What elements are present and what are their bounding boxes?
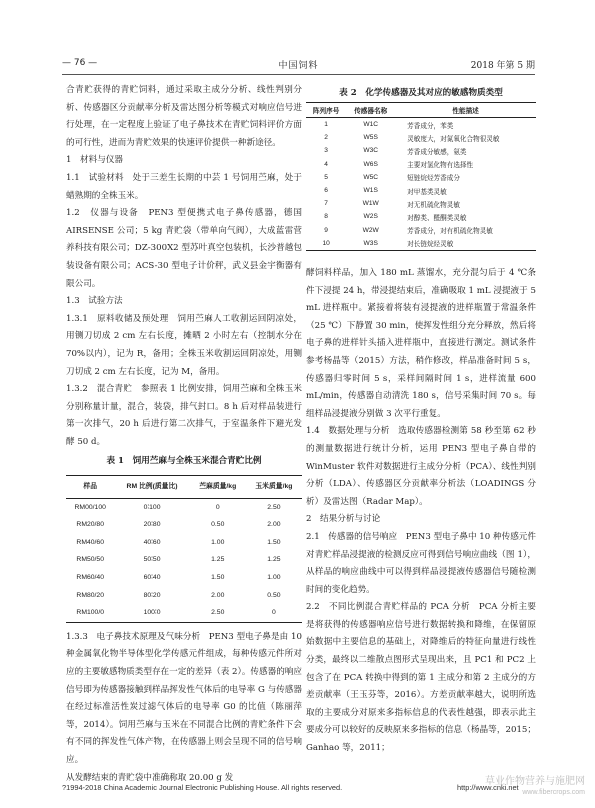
table-cell: RM00/100 (74, 503, 106, 511)
page-number: — 76 — (62, 58, 98, 68)
table-cell: 0.50 (267, 591, 281, 599)
table1-header: 样品 (66, 476, 114, 499)
table1-header: RM 比例(质量比) (114, 476, 189, 499)
watermark-title: 草业作物营养与施肥网 (485, 776, 585, 787)
table-row (306, 224, 536, 237)
table-cell: 9 (324, 226, 328, 234)
issue-label: 2018 年第 5 期 (470, 61, 535, 71)
table-cell: 1.25 (211, 556, 225, 564)
table-cell: 2.50 (267, 503, 281, 511)
table-cell: 芳香成分敏感，氨类 (407, 148, 467, 156)
paragraph-mixed-silage: 1.3.2 混合青贮 参照表 1 比例安排，饲用苎麻和全株玉米分别称量计量，混合，装袋，排气封口。8 h 后对样品装进行第一次排气，20 h 后进行第二次排气，于室温条件下避光发酵 50 d。 (66, 384, 302, 447)
paragraph-signal-response: 2.1 传感器的信号响应 PEN3 型电子鼻中 10 种传感元件对青贮样品浸提液的检测反应可得到信号响应曲线（图 1），从样品的响应曲线中可以得到样品浸提液传感器信号随检测时间的变化趋势。 (306, 531, 536, 595)
table-cell: 0 (215, 503, 220, 511)
table-cell: W1C (363, 121, 379, 129)
table-cell: 40∶60 (143, 538, 161, 546)
table-cell: 灵敏度大，对氮氧化合物很灵敏 (407, 135, 500, 143)
table-cell: 短链烷烃芳香成分 (407, 175, 460, 183)
table-row (306, 184, 536, 197)
table-cell: RM80/20 (76, 591, 104, 599)
journal-name: 中国饲料 (278, 61, 319, 71)
watermark-url: www.fibercrops.com (522, 789, 585, 796)
table-cell: 100∶0 (114, 604, 189, 622)
table-cell: RM100/0 (66, 604, 114, 622)
table-row (306, 158, 536, 171)
table-cell: 0∶100 (143, 503, 161, 511)
table-cell: 0.50 (211, 521, 225, 529)
page-header (62, 58, 535, 72)
left-column (66, 82, 302, 787)
table-cell: 7 (324, 200, 328, 208)
table-cell: W5C (363, 173, 379, 181)
paragraph-data-processing: 1.4 数据处理与分析 选取传感器检测第 58 秒至第 62 秒的测量数据进行统计分析，运用 PEN3 型电子鼻自带的 WinMuster 软件对数据进行主成分分析（PCA）、线性判别分析（LDA）、传感器区分贡献率分析法（LOADINGS 分析）及雷达图（Radar Map）。 (306, 426, 536, 507)
right-column (306, 265, 536, 758)
table-cell: W1W (362, 200, 379, 208)
table-cell: 8 (324, 213, 328, 221)
table-row (66, 498, 302, 516)
table2-header: 性能描述 (395, 103, 536, 118)
table-cell: 80∶20 (143, 591, 161, 599)
table-cell: W2W (362, 226, 379, 234)
table1 (66, 475, 302, 623)
table1-header: 玉米质量/kg (246, 476, 302, 499)
table-cell: 2.00 (211, 591, 225, 599)
paragraph-equipment: 1.2 仪器与设备 PEN3 型便携式电子鼻传感器，德国 AIRSENSE 公司；5 kg 青贮袋（带单向气阀），大成蓝雷营养科技有限公司；DZ-300X2 型苏叶真空包装机，长沙普越包装设备有限公司；ACS-30 型电子计价秤，武义县金宇衡器有限公司。 (66, 208, 302, 289)
table-cell: 2.00 (267, 521, 281, 529)
table-cell: W2S (363, 213, 378, 221)
table-cell: 1.50 (211, 574, 225, 582)
table2-header: 传感器名称 (346, 103, 395, 118)
table-row (66, 516, 302, 534)
table-cell: W6S (363, 160, 378, 168)
table-cell: 1.00 (211, 538, 225, 546)
table-cell: 对长链烷烃灵敏 (395, 237, 536, 251)
paragraph-materials: 1.1 试验材料 处于三差生长期的中芸 1 号饲用苎麻，处于蜡熟期的全株玉米。 (66, 172, 302, 201)
paragraph-pretreatment: 1.3.1 原料收储及预处理 饲用苎麻人工收割运回阴凉处，用铡刀切成 2 cm 左右长度，摊晒 2 小时左右（控制水分在 70%以内），记为 R，备用；全株玉米收割运回阴凉处，用铡刀切成 2 cm 左右长度，记为 M，备用。 (66, 313, 302, 377)
table-cell: 2 (324, 134, 328, 142)
copyright-notice: ?1994-2018 China Academic Journal Electronic Publishing House. All rights reserved. (62, 783, 343, 792)
table-row (66, 604, 302, 622)
table2-header: 阵列序号 (306, 103, 346, 118)
intro-paragraph: 合青贮获得的青贮饲料，通过采取主成分分析、线性判别分析、传感器区分贡献率分析及雷达图分析等模式对响应信号进行处理，在一定程度上验证了电子鼻技术在青贮饲料评价方面的可行性，进而为青贮效果的快速评价提供一种新途径。 (66, 85, 302, 148)
table-cell: 芳香成分，苯类 (407, 122, 454, 130)
table-cell: 主要对氢化物有选择性 (407, 162, 474, 170)
paragraph-sample-weighing: 从发酵结束的青贮袋中准确称取 20.00 g 发 (66, 772, 234, 783)
table-cell: 1.00 (267, 574, 281, 582)
table-cell: 1.50 (267, 538, 281, 546)
table-cell: RM60/40 (76, 574, 104, 582)
table2-caption: 表 2 化学传感器及其对应的敏感物质类型 (339, 88, 503, 98)
table-cell: 50∶50 (143, 556, 161, 564)
table-cell: 芳香成分，对有机硫化物灵敏 (407, 228, 493, 236)
site-watermark (485, 776, 585, 798)
table-row (306, 131, 536, 144)
table-cell: 1.25 (267, 556, 281, 564)
table-cell: 6 (324, 187, 328, 195)
table-row (306, 237, 536, 251)
table-cell: RM40/60 (76, 538, 104, 546)
table-cell: W3C (363, 147, 379, 155)
paragraph-extraction: 酵饲料样品，加入 180 mL 蒸馏水，充分混匀后于 4 ℃条件下浸提 24 h，带浸提结束后，准确吸取 1 mL 浸提液于 5 mL 进样瓶中。紧接着将装有浸提液的进样瓶置于常温条件（25 ℃）下静置 30 min，使挥发性组分充分释放，然后将电子鼻的进样针头插入进样瓶中，直接进行测定。测试条件参考杨晶等（2015）方法，稍作修改，样品准备时间 5 s，传感器归零时间 5 s，采样间隔时间 1 s，进样流量 600 mL/min，传感器自动清洗 180 s，信号采集时间 70 s。每组样品浸提液分别做 3 次平行重复。 (306, 268, 536, 419)
table-cell: 2.50 (190, 604, 246, 622)
paragraph-enose-principle: 1.3.3 电子鼻技术原理及气味分析 PEN3 型电子鼻是由 10 种金属氧化物半导体型化学传感元件组成，每种传感元件所对应的主要敏感物质类型存在一定的差异（表 2）。传感器的响应信号即为传感器接触到样品挥发性气体后的电导率 G 与传感器在经过标准活性炭过滤气体后的电导率 G0 的比值（陈丽萍等，2014）。饲用苎麻与玉米在不同混合比例的青贮条件下会有不同的挥发性气体产物，在传感器上则会呈现不同的信号响应。 (66, 631, 302, 765)
table-cell: W5S (363, 134, 378, 142)
table-row (66, 569, 302, 587)
table-cell: 4 (324, 160, 328, 168)
paragraph-pca-analysis: 2.2 不同比例混合青贮样品的 PCA 分析 PCA 分析主要是将获得的传感器响应信号进行数据转换和降维，在保留原始数据中主要信息的基础上，对降维后的特征向量进行线性分类，最终以二维散点图形式呈现出来，且 PC1 和 PC2 上包含了在 PCA 转换中得到的第 1 主成分和第 2 主成分的方差贡献率（王玉芬等，2016）。方差贡献率越大，说明所选取的主要成分对原来多指标信息的代表性越强，即表示此主要成分可以较好的反映原来多指标的信息（杨晶等，2015；Ganhao 等，2011； (306, 602, 536, 754)
table-cell: 20∶80 (143, 521, 161, 529)
table-row (306, 144, 536, 157)
header-rule (62, 74, 535, 75)
table2-block (306, 84, 536, 251)
section-heading-materials: 1 材料与仪器 (66, 155, 124, 166)
table-cell: 5 (324, 173, 328, 181)
table-row (66, 534, 302, 552)
table-row (306, 171, 536, 184)
section-heading-results: 2 结果分析与讨论 (306, 514, 381, 525)
table-cell: 0 (246, 604, 302, 622)
table-cell: 1 (324, 121, 328, 129)
table1-caption: 表 1 饲用苎麻与全株玉米混合青贮比例 (106, 456, 262, 467)
table1-header: 苎麻质量/kg (190, 476, 246, 499)
table-cell: 3 (324, 147, 328, 155)
table-row (66, 587, 302, 605)
cnki-link[interactable]: http://www.cnki.net (457, 783, 519, 792)
table-cell: RM20/80 (76, 521, 104, 529)
table-row (306, 197, 536, 210)
table-cell: 对甲基类灵敏 (407, 188, 447, 196)
table-row (306, 118, 536, 132)
table-row (66, 551, 302, 569)
table-cell: 对醇类、醛酮类灵敏 (407, 214, 467, 222)
table2 (306, 102, 536, 251)
table-cell: W3S (346, 237, 395, 251)
table-cell: RM50/50 (76, 556, 104, 564)
table-cell: W1S (363, 187, 378, 195)
table-cell: 对无机硫化物灵敏 (407, 201, 460, 209)
section-heading-methods: 1.3 试验方法 (66, 296, 123, 307)
table-cell: 10 (306, 237, 346, 251)
table-row (306, 210, 536, 223)
table-cell: 60∶40 (143, 574, 161, 582)
